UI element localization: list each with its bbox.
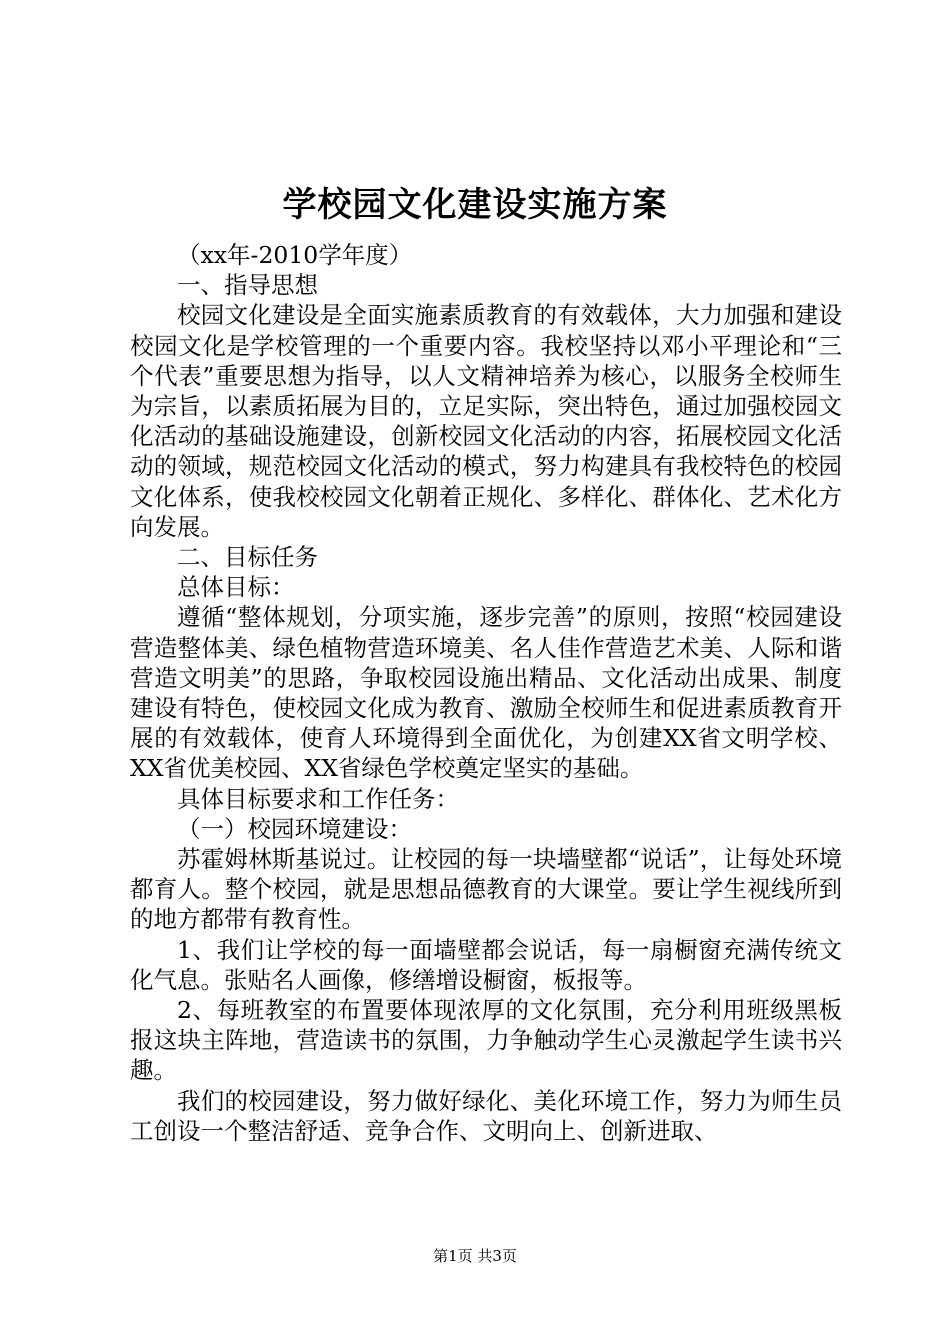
- list-item-2: 2、每班教室的布置要体现浓厚的文化氛围，充分利用班级黑板报这块主阵地，营造读书的氛围，力争触动学生心灵激起学生读书兴趣。: [130, 996, 842, 1085]
- heading-guiding-ideology: 一、指导思想: [177, 271, 318, 300]
- heading-overall-goal: 总体目标：: [177, 573, 295, 602]
- page-footer: 第1页 共3页: [433, 1247, 517, 1265]
- document-title: 学校园文化建设实施方案: [282, 185, 668, 225]
- heading-campus-environment: （一）校园环境建设：: [177, 814, 412, 843]
- list-item-1: 1、我们让学校的每一面墙壁都会说话，每一扇橱窗充满传统文化气息。张贴名人画像，修缮增设橱窗，板报等。: [130, 935, 842, 994]
- paragraph-overall-goal: 遵循“整体规划，分项实施，逐步完善”的原则，按照“校园建设营造整体美、绿色植物营造环境美、名人佳作营造艺术美、人际和谐营造文明美”的思路，争取校园设施出精品、文化活动出成果、制度建设有特色，使校园文化成为教育、激励全校师生和促进素质教育开展的有效载体，使育人环境得到全面优化，为创建XX省文明学校、XX省优美校园、XX省绿色学校奠定坚实的基础。: [130, 603, 842, 783]
- paragraph-campus-construction: 我们的校园建设，努力做好绿化、美化环境工作，努力为师生员工创设一个整洁舒适、竞争合作、文明向上、创新进取、: [130, 1086, 842, 1145]
- document-body: [130, 240, 842, 1146]
- paragraph-year: （xx年-2010学年度）: [177, 241, 413, 269]
- heading-specific-goals: 具体目标要求和工作任务：: [177, 784, 459, 813]
- paragraph-guiding-ideology: 校园文化建设是全面实施素质教育的有效载体，大力加强和建设校园文化是学校管理的一个重要内容。我校坚持以邓小平理论和“三个代表”重要思想为指导，以人文精神培养为核心，以服务全校师生为宗旨，以素质拓展为目的，立足实际，突出特色，通过加强校园文化活动的基础设施建设，创新校园文化活动的内容，拓展校园文化活动的领域，规范校园文化活动的模式，努力构建具有我校特色的校园文化体系，使我校校园文化朝着正规化、多样化、群体化、艺术化方向发展。: [130, 301, 842, 541]
- heading-goals-tasks: 二、目标任务: [177, 543, 318, 572]
- paragraph-sukhomlinsky: 苏霍姆林斯基说过。让校园的每一块墙壁都“说话”，让每处环境都育人。整个校园，就是思想品德教育的大课堂。要让学生视线所到的地方都带有教育性。: [130, 845, 842, 934]
